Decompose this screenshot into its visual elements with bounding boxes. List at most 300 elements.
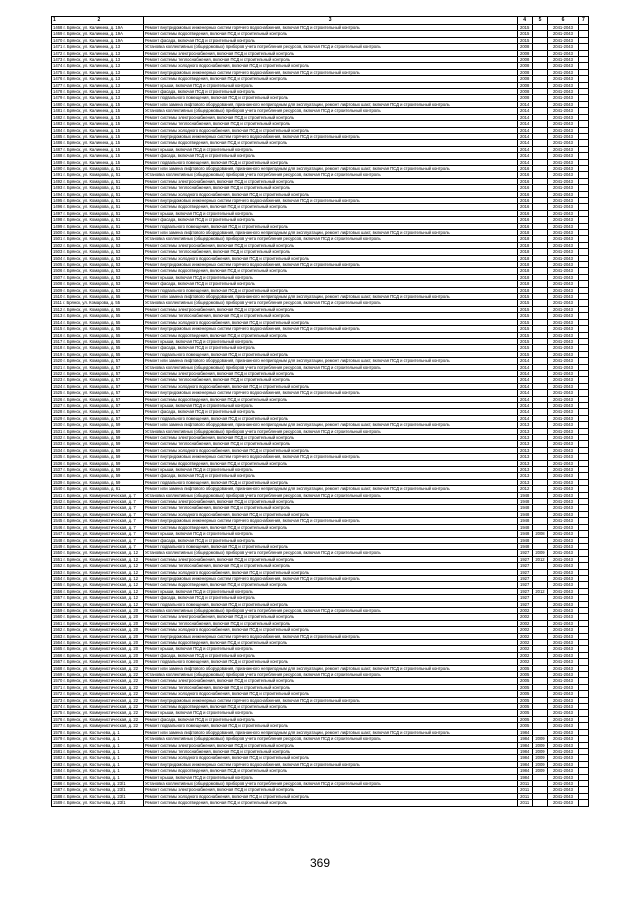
row-number: 1532: [53, 435, 63, 440]
address: г. Брянск, ул. Калинина, д. 15: [63, 101, 121, 107]
planned-period: 2041-2043: [548, 550, 579, 556]
planned-period: 2041-2043: [548, 377, 579, 383]
build-year: 2014: [517, 159, 532, 165]
build-year: 2013: [517, 454, 532, 460]
build-year: 2005: [517, 691, 532, 697]
row-number: 1509: [53, 287, 63, 293]
address: г. Брянск, ул. Калинина, д. 13: [63, 50, 121, 56]
address: г. Брянск, ул. Коммунистическая, д. 12: [63, 556, 139, 562]
header-col-6: 6: [548, 17, 579, 25]
work-description: Ремонт крыши, включая ПСД и строительный контроль: [143, 274, 517, 280]
address: г. Брянск, ул. Комарова, д. 53: [63, 242, 121, 248]
planned-period: 2041-2043: [548, 659, 579, 665]
row-number: 1476: [53, 76, 63, 82]
row-number: 1489: [53, 159, 63, 165]
row-number-and-address: [52, 678, 144, 684]
address: г. Брянск, ул. Комарова, д. 53: [63, 230, 121, 235]
work-description: Ремонт крыши, включая ПСД и строительный контроль: [143, 588, 517, 594]
planned-period: 2041-2043: [548, 748, 579, 754]
address: г. Брянск, ул. Костычева, д. 1: [63, 742, 120, 748]
build-year: 1927: [517, 556, 532, 562]
build-year: 2018: [517, 230, 532, 236]
row-number: 1511: [53, 300, 63, 306]
build-year: 2014: [517, 383, 532, 389]
work-description: Установка коллективных (общедомовых) приборов учета потребления ресурсов, включая ПСД и строительный контроль: [143, 428, 517, 434]
row-number: 1535: [53, 454, 63, 460]
build-year: 2002: [517, 659, 532, 665]
row-number: 1523: [53, 377, 63, 383]
address: г. Брянск, ул. Калинина, д. 15: [63, 159, 121, 165]
row-number-and-address: [52, 575, 144, 581]
work-description: Ремонт системы холодного водоснабжения, включая ПСД и строительный контроль: [143, 63, 517, 69]
build-year: 1927: [517, 588, 532, 594]
address: г. Брянск, ул. Комарова, д. 57: [63, 358, 121, 364]
planned-period: 2041-2043: [548, 249, 579, 255]
planned-period: 2041-2043: [548, 236, 579, 242]
work-description: Ремонт крыши, включая ПСД и строительный контроль: [143, 467, 517, 473]
build-year: 2011: [517, 793, 532, 799]
address: г. Брянск, ул. Комарова, д. 59: [63, 479, 121, 485]
build-year: 2015: [517, 37, 532, 43]
work-description: Ремонт крыши, включая ПСД и строительный контроль: [143, 402, 517, 408]
build-year: 2018: [517, 242, 532, 248]
address: г. Брянск, ул. Коммунистическая, д. 22: [63, 723, 139, 729]
work-description: Ремонт фасада, включая ПСД и строительный контроль: [143, 345, 517, 351]
address: г. Брянск, ул. Коммунистическая, д. 12: [63, 575, 139, 581]
row-number: 1518: [53, 345, 63, 351]
row-number: 1563: [53, 633, 63, 639]
planned-period: 2041-2043: [548, 563, 579, 569]
work-description: Установка коллективных (общедомовых) приборов учета потребления ресурсов, включая ПСД и строительный контроль: [143, 236, 517, 242]
planned-period: 2041-2043: [548, 697, 579, 703]
work-description: Установка коллективных (общедомовых) приборов учета потребления ресурсов, включая ПСД и строительный контроль: [143, 672, 517, 678]
row-number-and-address: [52, 800, 144, 806]
row-number-and-address: [52, 684, 144, 690]
address: г. Брянск, ул. Костычева, д. 23/1: [63, 793, 126, 799]
address: г. Брянск, ул. Коммунистическая, д. 12: [63, 595, 139, 601]
planned-period: 2041-2043: [548, 793, 579, 799]
planned-period: 2041-2043: [548, 543, 579, 549]
planned-period: 2041-2043: [548, 345, 579, 351]
planned-period: 2041-2043: [548, 364, 579, 370]
row-number: 1576: [53, 716, 63, 722]
row-number-and-address: [52, 595, 144, 601]
work-description: Ремонт системы электроснабжения, включая ПСД и строительный контроль: [143, 50, 517, 56]
address: г. Брянск, ул. Костычева, д. 1: [63, 761, 120, 767]
row-number: 1553: [53, 569, 63, 575]
address: г. Брянск, ул. Калинина, д. 13: [63, 82, 121, 88]
row-number: 1477: [53, 82, 63, 88]
row-number: 1526: [53, 396, 63, 402]
planned-period: 2041-2043: [548, 780, 579, 786]
planned-period: 2041-2043: [548, 300, 579, 306]
address: г. Брянск, ул. Коммунистическая, д. 20: [63, 627, 139, 633]
address: г. Брянск, ул. Коммунистическая, д. 22: [63, 678, 139, 684]
row-number-and-address: [52, 710, 144, 716]
build-year: 2014: [517, 101, 532, 107]
planned-period: 2041-2043: [548, 582, 579, 588]
row-number-and-address: [52, 499, 144, 505]
work-description: Ремонт подвального помещения, включая ПСД и строительный контроль: [143, 479, 517, 485]
row-number-and-address: [52, 511, 144, 517]
row-number-and-address: [52, 492, 144, 498]
work-description: Установка коллективных (общедомовых) приборов учета потребления ресурсов, включая ПСД и строительный контроль: [143, 108, 517, 114]
row-number-and-address: [52, 627, 144, 633]
build-year: 2015: [517, 25, 532, 31]
address: г. Брянск, ул. Калинина, д. 19А: [63, 37, 123, 43]
address: г. Брянск, ул. Комарова, д. 51: [63, 178, 121, 184]
work-description: Ремонт системы водоотведения, включая ПСД и строительный контроль: [143, 768, 517, 774]
planned-period: 2041-2043: [548, 153, 579, 159]
build-year: 2005: [517, 716, 532, 722]
row-number: 1536: [53, 460, 63, 466]
address: г. Брянск, ул. Комарова, д. 51: [63, 191, 121, 197]
build-year: 2015: [517, 351, 532, 357]
work-description: Ремонт системы теплоснабжения, включая ПСД и строительный контроль: [143, 313, 517, 319]
row-number: 1500: [53, 230, 63, 235]
row-number: 1588: [53, 793, 63, 799]
work-description: Установка коллективных (общедомовых) приборов учета потребления ресурсов, включая ПСД и строительный контроль: [143, 736, 517, 742]
address: г. Брянск, ул. Комарова, д. 59: [63, 441, 121, 447]
build-year: 2008: [517, 89, 532, 95]
row-number: 1568: [53, 665, 63, 671]
row-number-and-address: [52, 505, 144, 511]
build-year: 2015: [517, 300, 532, 306]
row-number-and-address: [52, 665, 144, 671]
row-number: 1528: [53, 409, 63, 415]
work-description: Ремонт внутридомовых инженерных систем горячего водоснабжения, включая ПСД и строительный контроль: [143, 697, 517, 703]
planned-period: 2041-2043: [548, 306, 579, 312]
row-number: 1573: [53, 697, 63, 703]
row-number: 1562: [53, 627, 63, 633]
build-year: 2012: [517, 486, 532, 492]
work-description: Ремонт или замена лифтового оборудования, признанного непригодным для эксплуатации, ремонт лифтовых шахт, включая ПСД и строительный контроль: [143, 101, 517, 107]
work-description: Ремонт системы электроснабжения, включая ПСД и строительный контроль: [143, 556, 517, 562]
address: г. Брянск, ул. Комарова, д. 53: [63, 262, 121, 268]
work-description: Ремонт системы теплоснабжения, включая ПСД и строительный контроль: [143, 249, 517, 255]
address: г. Брянск, ул. Комарова, д. 57: [63, 370, 121, 376]
build-year: 2013: [517, 441, 532, 447]
build-year: 2013: [517, 422, 532, 428]
work-description: Ремонт системы холодного водоснабжения, включая ПСД и строительный контроль: [143, 691, 517, 697]
address: г. Брянск, ул. Комарова, д. 57: [63, 364, 121, 370]
row-number: 1514: [53, 319, 63, 325]
row-number: 1488: [53, 153, 63, 159]
row-number: 1499: [53, 223, 63, 229]
planned-period: 2041-2043: [548, 761, 579, 767]
row-number: 1585: [53, 774, 63, 780]
address: г. Брянск, ул. Коммунистическая, д. 20: [63, 659, 139, 665]
build-year: 2005: [517, 684, 532, 690]
planned-period: 2041-2043: [548, 800, 579, 806]
work-description: Ремонт или замена лифтового оборудования, признанного непригодным для эксплуатации, ремонт лифтовых шахт, включая ПСД и строительный контроль: [143, 358, 517, 364]
build-year: 2016: [517, 217, 532, 223]
work-description: Ремонт внутридомовых инженерных систем горячего водоснабжения, включая ПСД и строительный контроль: [143, 633, 517, 639]
row-number: 1546: [53, 524, 63, 530]
build-year: 2014: [517, 415, 532, 421]
planned-period: 2041-2043: [548, 467, 579, 473]
address: г. Брянск, ул. Комарова, д. 51: [63, 217, 121, 223]
work-description: Ремонт крыши, включая ПСД и строительный контроль: [143, 774, 517, 780]
repair-year: 2009: [532, 748, 547, 754]
row-number: 1543: [53, 505, 63, 511]
planned-period: 2041-2043: [548, 460, 579, 466]
row-number: 1515: [53, 326, 63, 332]
row-number: 1483: [53, 121, 63, 127]
build-year: 2018: [517, 262, 532, 268]
planned-period: 2041-2043: [548, 44, 579, 50]
row-number: 1552: [53, 563, 63, 569]
repair-year: 2009: [532, 742, 547, 748]
work-description: Ремонт системы теплоснабжения, включая ПСД и строительный контроль: [143, 620, 517, 626]
work-description: Ремонт системы холодного водоснабжения, включая ПСД и строительный контроль: [143, 511, 517, 517]
address: г. Брянск, ул. Коммунистическая, д. 7: [63, 511, 136, 517]
planned-period: 2041-2043: [548, 524, 579, 530]
row-number: 1558: [53, 601, 63, 607]
build-year: 1948: [517, 524, 532, 530]
build-year: 2008: [517, 69, 532, 75]
work-description: Ремонт подвального помещения, включая ПСД и строительный контроль: [143, 223, 517, 229]
address: г. Брянск, ул. Комарова, д. 57: [63, 383, 121, 389]
planned-period: 2041-2043: [548, 230, 579, 236]
address: г. Брянск, ул. Комарова, д. 55: [63, 326, 121, 332]
address: г. Брянск, ул. Калинина, д. 13: [63, 57, 121, 63]
row-number: 1539: [53, 479, 63, 485]
work-description: Ремонт системы теплоснабжения, включая ПСД и строительный контроль: [143, 57, 517, 63]
row-number: 1555: [53, 582, 63, 588]
address: г. Брянск, ул. Коммунистическая, д. 20: [63, 652, 139, 658]
address: г. Брянск, ул. Комарова, д. 57: [63, 396, 121, 402]
row-number: 1551: [53, 556, 63, 562]
planned-period: 2041-2043: [548, 691, 579, 697]
address: г. Брянск, ул. Калинина, д. 13: [63, 76, 121, 82]
row-number: 1571: [53, 684, 63, 690]
build-year: 2014: [517, 402, 532, 408]
build-year: 2014: [517, 133, 532, 139]
build-year: 2013: [517, 460, 532, 466]
address: г. Брянск, ул. Калинина, д. 15: [63, 127, 121, 133]
address: г. Брянск, ул. Калинина, д. 13: [63, 69, 121, 75]
work-description: Ремонт крыши, включая ПСД и строительный контроль: [143, 531, 517, 537]
row-number: 1484: [53, 127, 63, 133]
row-number: 1479: [53, 95, 63, 101]
address: г. Брянск, ул. Коммунистическая, д. 22: [63, 665, 139, 671]
row-number-and-address: [52, 601, 144, 607]
row-number: 1508: [53, 281, 63, 287]
address: г. Брянск, ул. Калинина, д. 13: [63, 63, 121, 69]
row-number-and-address: [52, 614, 144, 620]
build-year: 2013: [517, 435, 532, 441]
planned-period: 2041-2043: [548, 326, 579, 332]
work-description: Ремонт или замена лифтового оборудования, признанного непригодным для эксплуатации, ремонт лифтовых шахт, включая ПСД и строительный контроль: [143, 729, 517, 735]
work-description: Ремонт системы электроснабжения, включая ПСД и строительный контроль: [143, 242, 517, 248]
build-year: 1984: [517, 768, 532, 774]
row-number: 1469: [53, 31, 63, 37]
row-number-and-address: [52, 640, 144, 646]
planned-period: 2041-2043: [548, 729, 579, 735]
address: г. Брянск, ул. Коммунистическая, д. 22: [63, 684, 139, 690]
row-number: 1516: [53, 332, 63, 338]
address: г. Брянск, ул. Калинина, д. 15: [63, 146, 121, 152]
row-number: 1538: [53, 473, 63, 479]
planned-period: 2041-2043: [548, 76, 579, 82]
work-description: Ремонт подвального помещения, включая ПСД и строительный контроль: [143, 159, 517, 165]
row-number: 1565: [53, 646, 63, 652]
address: г. Брянск, ул. Комарова, д. 61: [63, 486, 121, 492]
planned-period: 2041-2043: [548, 396, 579, 402]
work-description: Ремонт системы электроснабжения, включая ПСД и строительный контроль: [143, 306, 517, 312]
row-number: 1584: [53, 768, 63, 774]
build-year: 1927: [517, 575, 532, 581]
planned-period: 2041-2043: [548, 294, 579, 300]
planned-period: 2041-2043: [548, 140, 579, 146]
row-number-and-address: [52, 659, 144, 665]
planned-period: 2041-2043: [548, 479, 579, 485]
row-number: 1495: [53, 197, 63, 203]
planned-period: 2041-2043: [548, 172, 579, 178]
row-number: 1504: [53, 255, 63, 261]
row-number: 1475: [53, 69, 63, 75]
planned-period: 2041-2043: [548, 787, 579, 793]
row-number: 1519: [53, 351, 63, 357]
build-year: 1948: [517, 499, 532, 505]
address: г. Брянск, ул. Комарова, д. 55: [63, 294, 121, 300]
address: г. Брянск, ул. Комарова, д. 57: [63, 390, 121, 396]
row-number: 1520: [53, 358, 63, 364]
planned-period: 2041-2043: [548, 774, 579, 780]
address: г. Брянск, ул. Комарова, д. 55: [63, 319, 121, 325]
address: г. Брянск, ул. Коммунистическая, д. 20: [63, 620, 139, 626]
build-year: 2014: [517, 114, 532, 120]
row-number: 1577: [53, 723, 63, 729]
repair-schedule-table: [51, 16, 589, 807]
address: г. Брянск, ул. Коммунистическая, д. 22: [63, 672, 139, 678]
planned-period: 2041-2043: [548, 441, 579, 447]
address: г. Брянск, ул. Коммунистическая, д. 7: [63, 492, 136, 498]
row-number: 1490: [53, 165, 63, 171]
row-number-and-address: [52, 531, 144, 537]
row-number: 1527: [53, 402, 63, 408]
build-year: 1948: [517, 543, 532, 549]
work-description: Ремонт системы холодного водоснабжения, включая ПСД и строительный контроль: [143, 383, 517, 389]
build-year: 2014: [517, 409, 532, 415]
page-number: 369: [309, 856, 331, 870]
header-col-3: 3: [143, 17, 517, 25]
row-number: 1533: [53, 441, 63, 447]
planned-period: 2041-2043: [548, 313, 579, 319]
build-year: 2015: [517, 326, 532, 332]
planned-period: 2041-2043: [548, 82, 579, 88]
row-number-and-address: [52, 646, 144, 652]
build-year: 2011: [517, 787, 532, 793]
work-description: Ремонт или замена лифтового оборудования, признанного непригодным для эксплуатации, ремонт лифтовых шахт, включая ПСД и строительный контроль: [143, 230, 517, 236]
repair-year: 2009: [532, 755, 547, 761]
header-col-5: 5: [532, 17, 547, 25]
work-description: Ремонт или замена лифтового оборудования, признанного непригодным для эксплуатации, ремонт лифтовых шахт, включая ПСД и строительный контроль: [143, 294, 517, 300]
row-number: 1541: [53, 492, 63, 498]
address: г. Брянск, ул. Комарова, д. 57: [63, 377, 121, 383]
address: г. Брянск, ул. Комарова, д. 51: [63, 204, 121, 210]
address: г. Брянск, ул. Комарова, д. 53: [63, 255, 121, 261]
work-description: Ремонт системы электроснабжения, включая ПСД и строительный контроль: [143, 114, 517, 120]
row-number: 1540: [53, 486, 63, 492]
address: г. Брянск, ул. Калинина, д. 15: [63, 108, 121, 114]
planned-period: 2041-2043: [548, 640, 579, 646]
address: г. Брянск, ул. Коммунистическая, д. 7: [63, 518, 136, 524]
address: г. Брянск, ул. Коммунистическая, д. 7: [63, 499, 136, 505]
address: г. Брянск, ул. Калинина, д. 19А: [63, 25, 123, 30]
planned-period: 2041-2043: [548, 37, 579, 43]
build-year: 2002: [517, 607, 532, 613]
address: г. Брянск, ул. Комарова, д. 55: [63, 351, 121, 357]
row-number: 1506: [53, 268, 63, 274]
planned-period: 2041-2043: [548, 57, 579, 63]
row-number: 1575: [53, 710, 63, 716]
address: г. Брянск, ул. Коммунистическая, д. 22: [63, 704, 139, 710]
row-number: 1502: [53, 242, 63, 248]
planned-period: 2041-2043: [548, 287, 579, 293]
address: г. Брянск, ул. Коммунистическая, д. 12: [63, 569, 139, 575]
repair-year: 2009: [532, 768, 547, 774]
row-number: 1579: [53, 736, 63, 742]
address: г. Брянск, ул. Комарова, д. 59: [63, 422, 121, 428]
work-description: Ремонт внутридомовых инженерных систем горячего водоснабжения, включая ПСД и строительный контроль: [143, 575, 517, 581]
planned-period: 2041-2043: [548, 742, 579, 748]
build-year: 2014: [517, 390, 532, 396]
build-year: 2018: [517, 274, 532, 280]
work-description: Ремонт или замена лифтового оборудования, признанного непригодным для эксплуатации, ремонт лифтовых шахт, включая ПСД и строительный контроль: [143, 165, 517, 171]
row-number: 1507: [53, 274, 63, 280]
work-description: Ремонт системы электроснабжения, включая ПСД и строительный контроль: [143, 435, 517, 441]
row-number: 1529: [53, 415, 63, 421]
build-year: 2008: [517, 50, 532, 56]
work-description: Ремонт подвального помещения, включая ПСД и строительный контроль: [143, 723, 517, 729]
planned-period: 2041-2043: [548, 108, 579, 114]
build-year: 2005: [517, 665, 532, 671]
planned-period: 2041-2043: [548, 435, 579, 441]
work-description: Ремонт подвального помещения, включая ПСД и строительный контроль: [143, 543, 517, 549]
row-number-and-address: [52, 550, 144, 556]
build-year: 1948: [517, 505, 532, 511]
row-number-and-address: [52, 672, 144, 678]
planned-period: 2041-2043: [548, 197, 579, 203]
planned-period: 2041-2043: [548, 185, 579, 191]
work-description: Ремонт системы теплоснабжения, включая ПСД и строительный контроль: [143, 505, 517, 511]
address: г. Брянск, ул. Комарова, д. 51: [63, 210, 121, 216]
row-number: 1567: [53, 659, 63, 665]
work-description: Ремонт фасада, включая ПСД и строительный контроль: [143, 473, 517, 479]
address: г. Брянск, ул. Комарова, д. 59: [63, 428, 121, 434]
address: г. Брянск, ул. Калинина, д. 15: [63, 140, 121, 146]
row-number: 1549: [53, 543, 63, 549]
row-number: 1537: [53, 467, 63, 473]
build-year: 1948: [517, 537, 532, 543]
row-number: 1550: [53, 550, 63, 556]
build-year: 2002: [517, 633, 532, 639]
build-year: 1927: [517, 582, 532, 588]
address: г. Брянск, ул. Комарова, д. 55: [63, 332, 121, 338]
planned-period: 2041-2043: [548, 620, 579, 626]
repair-year: 2009: [532, 736, 547, 742]
work-description: Ремонт внутридомовых инженерных систем горячего водоснабжения, включая ПСД и строительный контроль: [143, 390, 517, 396]
work-description: Ремонт внутридомовых инженерных систем горячего водоснабжения, включая ПСД и строительный контроль: [143, 262, 517, 268]
planned-period: 2041-2043: [548, 646, 579, 652]
work-description: Ремонт подвального помещения, включая ПСД и строительный контроль: [143, 287, 517, 293]
planned-period: 2041-2043: [548, 415, 579, 421]
address: г. Брянск, ул. Комарова, д. 51: [63, 197, 121, 203]
row-number-and-address: [52, 633, 144, 639]
address: г. Брянск, ул. Коммунистическая, д. 20: [63, 614, 139, 620]
